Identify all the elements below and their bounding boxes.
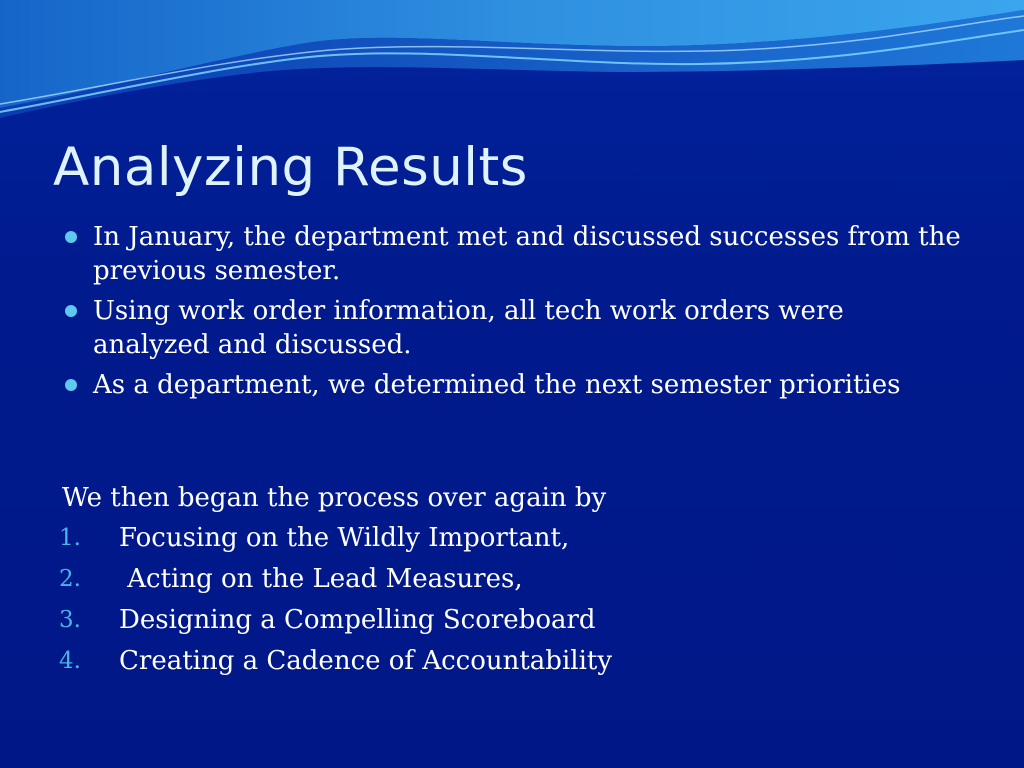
bullet-dot-icon [65, 231, 77, 243]
bullet-dot-icon [65, 379, 77, 391]
bullet-text: In January, the department met and discussed successes from the previous semester. [93, 222, 961, 286]
step-text: Designing a Compelling Scoreboard [119, 605, 596, 635]
slide-title: Analyzing Results [53, 137, 528, 198]
bullet-item [62, 220, 962, 288]
decorative-wave-banner [0, 0, 1024, 140]
step-text: Creating a Cadence of Accountability [119, 646, 613, 676]
step-number: 4. [59, 648, 81, 674]
bullet-text: As a department, we determined the next semester priorities [93, 370, 901, 400]
step-text: Acting on the Lead Measures, [119, 564, 523, 594]
step-number: 1. [59, 525, 81, 551]
step-text: Focusing on the Wildly Important, [119, 523, 570, 553]
bullet-item [62, 368, 962, 402]
bullet-text: Using work order information, all tech work orders were analyzed and discussed. [93, 296, 844, 360]
intro-text: We then began the process over again by [62, 483, 607, 513]
step-number: 3. [59, 607, 81, 633]
bullet-dot-icon [65, 305, 77, 317]
step-number: 2. [59, 566, 81, 592]
bullet-item [62, 294, 962, 362]
bullet-list [62, 220, 962, 408]
